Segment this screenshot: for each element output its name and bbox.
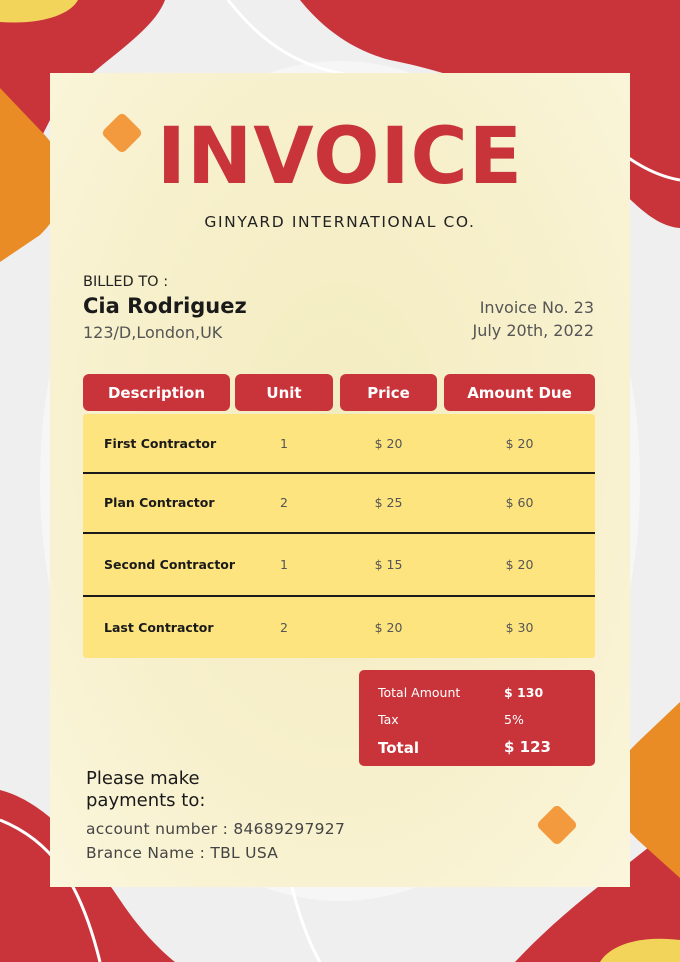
table-row xyxy=(83,534,595,597)
row-unit: 2 xyxy=(280,620,288,635)
branch-name: Brance Name : TBL USA xyxy=(86,844,279,862)
row-amount: $ 20 xyxy=(505,435,534,451)
row-unit: 1 xyxy=(280,557,288,572)
table-row xyxy=(83,472,595,534)
customer-address: 123/D,London,UK xyxy=(83,323,223,342)
row-amount: $ 20 xyxy=(505,557,534,572)
row-unit: 1 xyxy=(280,435,288,451)
row-price: $ 20 xyxy=(374,620,403,635)
payment-heading xyxy=(86,768,205,812)
total-amount-value: $ 130 xyxy=(504,685,544,700)
row-amount: $ 30 xyxy=(505,620,534,635)
row-description: First Contractor xyxy=(104,435,217,451)
invoice-title: INVOICE xyxy=(156,112,524,202)
row-description: Last Contractor xyxy=(104,620,214,635)
invoice-date: July 20th, 2022 xyxy=(472,321,594,340)
table-row xyxy=(83,414,595,474)
customer-name: Cia Rodriguez xyxy=(83,294,247,318)
company-name: GINYARD INTERNATIONAL CO. xyxy=(204,213,476,231)
payment-heading-line-2: payments to: xyxy=(86,790,206,811)
account-number: account number : 84689297927 xyxy=(86,820,346,838)
row-price: $ 20 xyxy=(374,435,403,451)
column-header-price: Price xyxy=(340,374,437,411)
tax-label: Tax xyxy=(378,712,399,727)
row-price: $ 15 xyxy=(374,557,403,572)
row-description: Second Contractor xyxy=(104,557,236,572)
column-header-unit: Unit xyxy=(235,374,333,411)
invoice-table-body xyxy=(83,414,595,658)
row-price: $ 25 xyxy=(374,494,403,510)
billed-to-label: BILLED TO : xyxy=(83,274,169,290)
payment-heading-line-1: Please make xyxy=(86,768,200,789)
invoice-number: Invoice No. 23 xyxy=(479,298,594,317)
column-header-amount-due: Amount Due xyxy=(444,374,595,411)
tax-value: 5% xyxy=(504,712,524,727)
table-row xyxy=(83,597,595,658)
row-amount: $ 60 xyxy=(505,494,534,510)
column-header-description: Description xyxy=(83,374,230,411)
grand-total-label: Total xyxy=(378,739,419,757)
total-amount-label: Total Amount xyxy=(378,685,461,700)
row-unit: 2 xyxy=(280,494,288,510)
totals-box xyxy=(359,670,595,766)
row-description: Plan Contractor xyxy=(104,494,215,510)
grand-total-value: $ 123 xyxy=(504,738,551,756)
